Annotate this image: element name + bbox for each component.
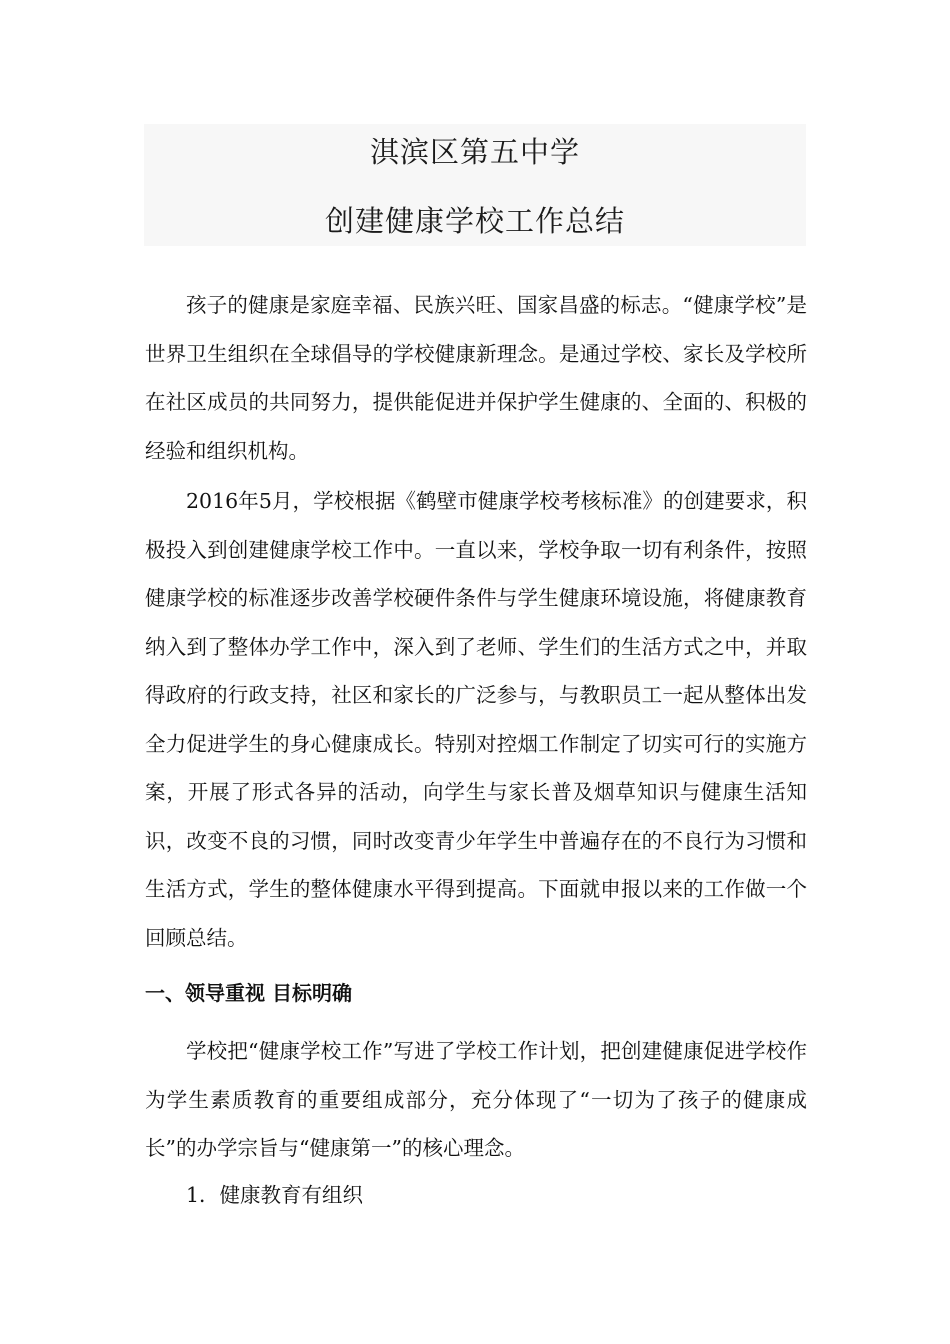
title-block <box>144 124 806 246</box>
document-title-school: 淇滨区第五中学 <box>369 135 580 169</box>
intro-paragraph: 孩子的健康是家庭幸福、民族兴旺、国家昌盛的标志。“健康学校”是世界卫生组织在全球倡导的学校健康新理念。是通过学校、家长及学校所在社区成员的共同努力，提供能促进并保护学生健康的、全面的、积极的经验和组织机构。 <box>145 293 807 463</box>
section-heading-leadership: 一、领导重视 目标明确 <box>145 981 352 1005</box>
subitem-health-education-organization: 1．健康教育有组织 <box>186 1183 364 1207</box>
document-title-summary: 创建健康学校工作总结 <box>324 204 625 238</box>
background-paragraph: 2016年5月，学校根据《鹤壁市健康学校考核标准》的创建要求，积极投入到创建健康学校工作中。一直以来，学校争取一切有利条件，按照健康学校的标准逐步改善学校硬件条件与学生健康环境设施，将健康教育纳入到了整体办学工作中，深入到了老师、学生们的生活方式之中，并取得政府的行政支持，社区和家长的广泛参与，与教职员工一起从整体出发全力促进学生的身心健康成长。特别对控烟工作制定了切实可行的实施方案，开展了形式各异的活动，向学生与家长普及烟草知识与健康生活知识，改变不良的习惯，同时改变青少年学生中普遍存在的不良行为习惯和生活方式，学生的整体健康水平得到提高。下面就申报以来的工作做一个回顾总结。 <box>145 489 807 950</box>
section1-paragraph: 学校把“健康学校工作”写进了学校工作计划，把创建健康促进学校作为学生素质教育的重要组成部分，充分体现了“一切为了孩子的健康成长”的办学宗旨与“健康第一”的核心理念。 <box>145 1039 807 1160</box>
